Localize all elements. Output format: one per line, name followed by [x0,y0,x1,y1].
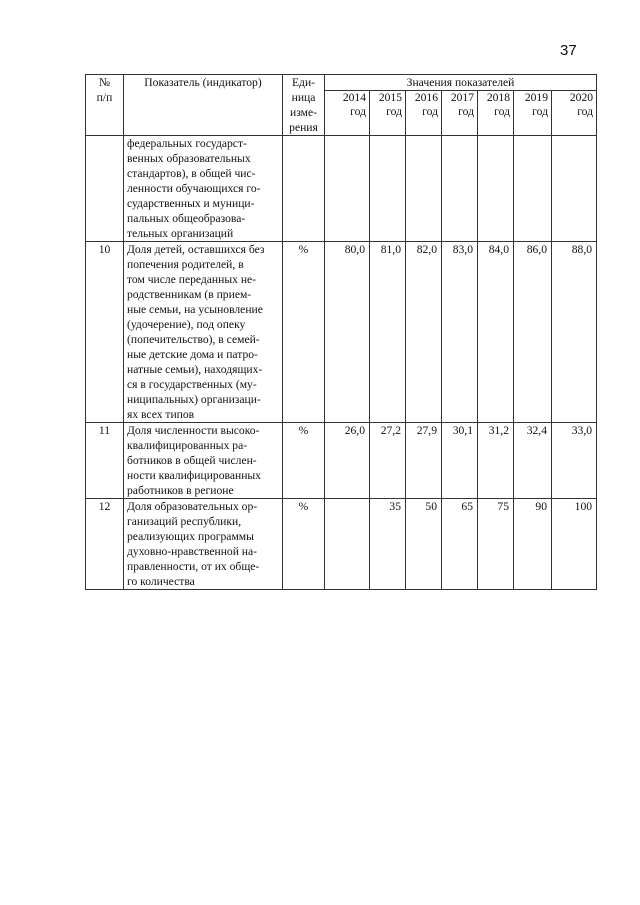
row-value [514,136,552,242]
header-year-2017: 2017 год [442,91,478,136]
row-value: 82,0 [406,242,442,423]
row-value: 35 [370,499,406,590]
row-value: 32,4 [514,423,552,499]
header-unit [283,75,325,136]
row-value: 31,2 [478,423,514,499]
indicators-table [85,74,597,590]
row-value: 88,0 [552,242,597,423]
header-unit-line: Еди- [291,76,316,89]
row-value [442,136,478,242]
table-row [86,499,597,590]
table-row [86,423,597,499]
page-number: 37 [560,42,577,59]
row-value: 33,0 [552,423,597,499]
row-value: 84,0 [478,242,514,423]
header-year-2018: 2018 год [478,91,514,136]
row-value: 27,2 [370,423,406,499]
row-indicator: Доля численности высоко- квалифицированных ра- ботников в общей числен- ности квалифицированных работников в регионе [124,423,283,499]
table-row [86,136,597,242]
row-value [370,136,406,242]
row-num [86,136,124,242]
row-value: 75 [478,499,514,590]
header-values-title: Значения показателей [325,75,597,91]
header-num [86,75,124,136]
row-value [552,136,597,242]
row-indicator: Доля детей, оставшихся без попечения родителей, в том числе переданных не- родственникам (в прием- ные семьи, на усыновление (удочерение), под опеку (попечительство), в семей- ные детские дома и патро- натные семьи), находящих- ся в государственных (му- ниципальных) организаци- ях всех типов [124,242,283,423]
header-unit-line: изме- [290,106,317,119]
table-row [86,242,597,423]
row-num: 12 [86,499,124,590]
header-num-label: № [98,76,111,89]
row-value [325,499,370,590]
row-value: 80,0 [325,242,370,423]
row-indicator: Доля образовательных ор- ганизаций республики, реализующих программы духовно-нравственной на- правленности, от их обще- го количества [124,499,283,590]
row-value: 81,0 [370,242,406,423]
row-value: 83,0 [442,242,478,423]
row-num: 10 [86,242,124,423]
row-value [406,136,442,242]
header-year-2020: 2020 год [552,91,597,136]
header-unit-line: ница [291,91,316,104]
row-unit [283,136,325,242]
row-value: 26,0 [325,423,370,499]
row-value: 65 [442,499,478,590]
row-unit: % [283,423,325,499]
header-year-2014: 2014 год [325,91,370,136]
row-value: 100 [552,499,597,590]
row-indicator: федеральных государст- венных образовательных стандартов), в общей чис- ленности обучающихся го- сударственных и муници- пальных общеобразова- тельных организаций [124,136,283,242]
row-value: 90 [514,499,552,590]
row-value [478,136,514,242]
row-unit: % [283,499,325,590]
header-year-2015: 2015 год [370,91,406,136]
header-unit-line: рения [289,121,318,134]
row-value: 27,9 [406,423,442,499]
header-year-2016: 2016 год [406,91,442,136]
header-year-2019: 2019 год [514,91,552,136]
header-num-label-2: п/п [96,91,113,104]
header-indicator: Показатель (индикатор) [124,75,283,136]
row-num: 11 [86,423,124,499]
row-value [325,136,370,242]
row-value: 50 [406,499,442,590]
row-value: 30,1 [442,423,478,499]
row-value: 86,0 [514,242,552,423]
header-row [86,75,597,91]
row-unit: % [283,242,325,423]
